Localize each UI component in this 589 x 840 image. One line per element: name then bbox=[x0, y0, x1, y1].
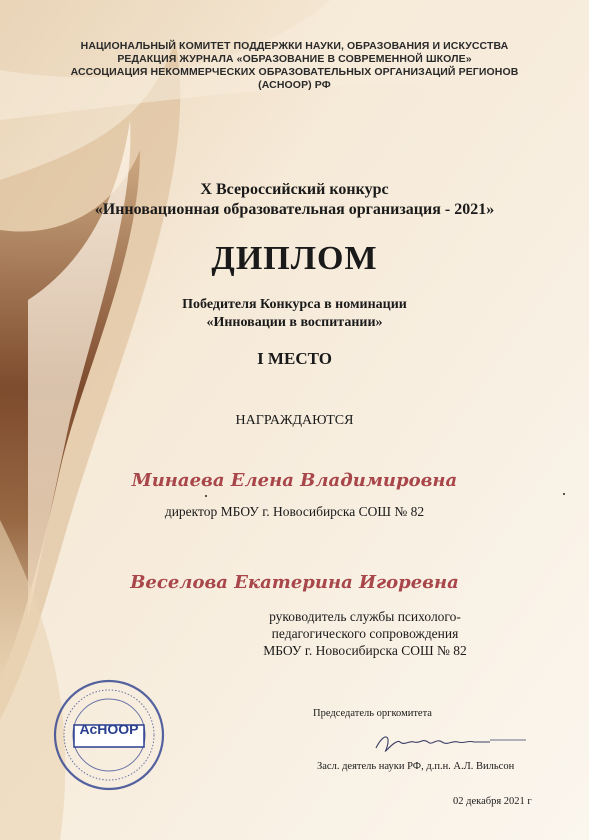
diploma-title: ДИПЛОМ bbox=[211, 240, 378, 277]
org-line-1: НАЦИОНАЛЬНЫЙ КОМИТЕТ ПОДДЕРЖКИ НАУКИ, ОБРАЗОВАНИЯ И ИСКУССТВА bbox=[80, 40, 509, 52]
decorative-dot bbox=[205, 495, 207, 497]
decorative-dot bbox=[563, 493, 565, 495]
nomination bbox=[0, 296, 589, 332]
contest-line-1: X Всероссийский конкурс bbox=[200, 181, 389, 198]
organization-header bbox=[0, 40, 589, 92]
org-line-2: РЕДАКЦИЯ ЖУРНАЛА «ОБРАЗОВАНИЕ В СОВРЕМЕННОЙ ШКОЛЕ» bbox=[117, 53, 472, 65]
recipient-1-role bbox=[0, 503, 589, 520]
contest-line-2: «Инновационная образовательная организация - 2021» bbox=[94, 201, 495, 218]
contest-name bbox=[0, 180, 589, 220]
issue-date: 02 декабря 2021 г bbox=[453, 796, 532, 807]
recipient-2-role-line-3: МБОУ г. Новосибирска СОШ № 82 bbox=[263, 643, 467, 658]
nomination-line-1: Победителя Конкурса в номинации bbox=[182, 297, 407, 312]
recipient-2-role-line-1: руководитель службы психолого- bbox=[269, 609, 461, 624]
place-label: I МЕСТО bbox=[257, 349, 332, 368]
seal-text: АсНООР bbox=[79, 721, 139, 737]
recipient-2-role bbox=[140, 608, 589, 659]
nomination-line-2: «Инновации в воспитании» bbox=[206, 315, 383, 330]
org-line-3: АССОЦИАЦИЯ НЕКОММЕРЧЕСКИХ ОБРАЗОВАТЕЛЬНЫХ ОРГАНИЗАЦИЙ РЕГИОНОВ bbox=[70, 66, 519, 78]
awarded-label: НАГРАЖДАЮТСЯ bbox=[235, 413, 354, 428]
signer-name: Засл. деятель науки РФ, д.п.н. А.Л. Вильсон bbox=[317, 761, 515, 772]
recipient-2-name: Веселова Екатерина Игоревна bbox=[130, 572, 459, 593]
recipient-1-role-line-1: директор МБОУ г. Новосибирска СОШ № 82 bbox=[164, 504, 425, 519]
recipient-1-name: Минаева Елена Владимировна bbox=[131, 470, 458, 491]
signature-scribble bbox=[370, 728, 530, 758]
org-line-4: (АСНООР) РФ bbox=[258, 79, 331, 91]
signature-caption: Председатель оргкомитета bbox=[313, 708, 432, 719]
recipient-2-role-line-2: педагогического сопровождения bbox=[271, 626, 459, 641]
